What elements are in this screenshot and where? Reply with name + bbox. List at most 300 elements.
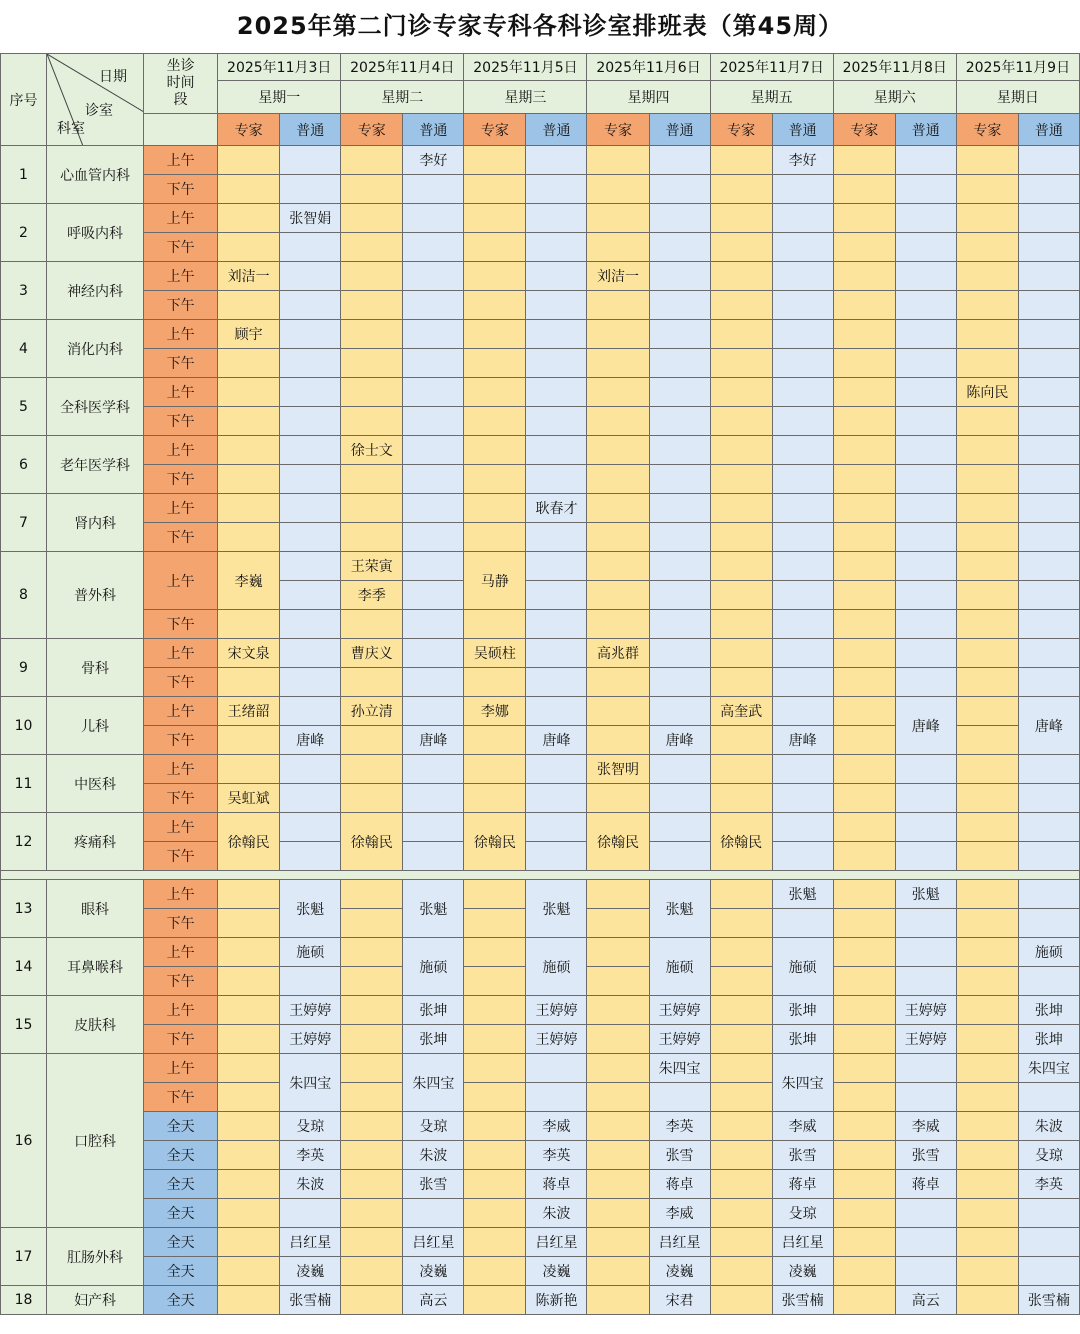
table-row <box>1 938 1080 967</box>
expert-cell <box>956 938 1018 967</box>
expert-cell: 王绪韶 <box>218 697 280 726</box>
normal-cell <box>280 697 341 726</box>
expert-header: 专家 <box>218 114 280 146</box>
weekday-header: 星期三 <box>464 81 587 114</box>
expert-cell: 高兆群 <box>587 639 649 668</box>
normal-header: 普通 <box>895 114 956 146</box>
normal-cell <box>772 349 833 378</box>
expert-cell <box>587 1054 649 1083</box>
normal-cell <box>1018 465 1079 494</box>
normal-cell <box>526 842 587 871</box>
normal-cell: 唐峰 <box>649 726 710 755</box>
row-index: 2 <box>1 204 47 262</box>
expert-cell <box>341 1054 403 1083</box>
time-slot: 下午 <box>144 726 218 755</box>
normal-cell <box>280 639 341 668</box>
normal-cell <box>649 668 710 697</box>
normal-cell <box>280 407 341 436</box>
expert-cell: 李季 <box>341 581 403 610</box>
normal-cell <box>649 581 710 610</box>
expert-cell <box>710 880 772 909</box>
expert-cell <box>587 1199 649 1228</box>
normal-cell <box>1018 436 1079 465</box>
normal-cell <box>895 262 956 291</box>
expert-cell <box>710 967 772 996</box>
time-slot: 全天 <box>144 1257 218 1286</box>
normal-cell: 殳琼 <box>280 1112 341 1141</box>
expert-cell <box>464 523 526 552</box>
expert-cell: 孙立清 <box>341 697 403 726</box>
normal-cell: 王婷婷 <box>895 1025 956 1054</box>
normal-cell <box>1018 1083 1079 1112</box>
expert-cell <box>587 204 649 233</box>
expert-cell <box>464 436 526 465</box>
table-row <box>1 880 1080 909</box>
normal-cell <box>895 175 956 204</box>
normal-cell: 李好 <box>403 146 464 175</box>
expert-cell <box>464 465 526 494</box>
normal-cell: 施硕 <box>1018 938 1079 967</box>
expert-cell <box>341 610 403 639</box>
table-row <box>1 233 1080 262</box>
expert-cell <box>833 1083 895 1112</box>
expert-cell <box>218 349 280 378</box>
expert-cell <box>218 523 280 552</box>
normal-cell: 张坤 <box>1018 1025 1079 1054</box>
table-row <box>1 1228 1080 1257</box>
expert-cell <box>464 610 526 639</box>
expert-header: 专家 <box>710 114 772 146</box>
normal-header: 普通 <box>772 114 833 146</box>
date-header: 2025年11月5日 <box>464 54 587 81</box>
normal-cell <box>526 755 587 784</box>
normal-cell <box>280 523 341 552</box>
expert-cell <box>833 146 895 175</box>
expert-cell <box>587 697 649 726</box>
expert-cell <box>833 407 895 436</box>
expert-cell: 徐翰民 <box>710 813 772 871</box>
expert-cell <box>956 233 1018 262</box>
normal-cell <box>649 639 710 668</box>
expert-cell <box>833 378 895 407</box>
table-row <box>1 697 1080 726</box>
time-slot: 下午 <box>144 610 218 639</box>
normal-cell <box>526 581 587 610</box>
table-row <box>1 523 1080 552</box>
time-slot: 下午 <box>144 291 218 320</box>
normal-cell <box>1018 1228 1079 1257</box>
expert-cell <box>464 1170 526 1199</box>
normal-cell <box>1018 967 1079 996</box>
normal-cell <box>649 697 710 726</box>
normal-cell <box>772 581 833 610</box>
expert-cell <box>218 938 280 967</box>
expert-cell <box>341 1112 403 1141</box>
expert-cell <box>710 1228 772 1257</box>
normal-cell <box>772 407 833 436</box>
table-row <box>1 552 1080 581</box>
expert-cell <box>956 1054 1018 1083</box>
time-slot: 上午 <box>144 262 218 291</box>
normal-cell <box>280 842 341 871</box>
normal-cell: 陈新艳 <box>526 1286 587 1315</box>
table-row <box>1 1199 1080 1228</box>
normal-cell: 张雪楠 <box>280 1286 341 1315</box>
normal-cell <box>1018 175 1079 204</box>
normal-cell: 李威 <box>895 1112 956 1141</box>
normal-cell: 唐峰 <box>280 726 341 755</box>
corner-dept-label: 科室 <box>57 121 86 137</box>
time-slot: 下午 <box>144 1083 218 1112</box>
time-slot: 上午 <box>144 552 218 610</box>
dept-name: 神经内科 <box>47 262 144 320</box>
normal-cell <box>1018 349 1079 378</box>
normal-cell: 吕红星 <box>772 1228 833 1257</box>
table-row <box>1 813 1080 842</box>
normal-cell <box>280 349 341 378</box>
normal-cell <box>895 639 956 668</box>
normal-cell <box>895 813 956 842</box>
expert-cell <box>587 1141 649 1170</box>
expert-cell <box>710 552 772 581</box>
normal-cell <box>895 233 956 262</box>
normal-cell: 张魁 <box>895 880 956 909</box>
expert-cell <box>956 1112 1018 1141</box>
row-index: 7 <box>1 494 47 552</box>
expert-cell <box>341 1025 403 1054</box>
expert-cell <box>956 880 1018 909</box>
time-slot: 下午 <box>144 842 218 871</box>
expert-cell <box>587 610 649 639</box>
normal-cell: 张雪楠 <box>1018 1286 1079 1315</box>
corner-date-label: 日期 <box>99 69 128 85</box>
expert-cell <box>218 233 280 262</box>
normal-cell <box>526 784 587 813</box>
expert-cell <box>956 349 1018 378</box>
expert-cell <box>587 523 649 552</box>
expert-cell <box>710 784 772 813</box>
expert-cell <box>218 146 280 175</box>
dept-name: 肾内科 <box>47 494 144 552</box>
normal-cell <box>895 581 956 610</box>
expert-cell <box>956 639 1018 668</box>
normal-cell <box>649 320 710 349</box>
normal-cell <box>280 378 341 407</box>
expert-cell <box>218 1170 280 1199</box>
normal-cell <box>895 1228 956 1257</box>
expert-cell <box>956 1170 1018 1199</box>
table-row <box>1 996 1080 1025</box>
expert-cell <box>341 494 403 523</box>
expert-cell <box>710 996 772 1025</box>
expert-cell <box>956 1083 1018 1112</box>
dept-name: 呼吸内科 <box>47 204 144 262</box>
expert-cell <box>464 378 526 407</box>
normal-cell: 王婷婷 <box>895 996 956 1025</box>
expert-cell <box>218 378 280 407</box>
normal-cell <box>772 436 833 465</box>
normal-cell <box>895 436 956 465</box>
normal-cell: 张坤 <box>1018 996 1079 1025</box>
normal-cell <box>895 1199 956 1228</box>
time-slot: 下午 <box>144 349 218 378</box>
expert-cell <box>833 204 895 233</box>
expert-cell <box>218 465 280 494</box>
normal-cell: 蒋卓 <box>649 1170 710 1199</box>
expert-cell <box>464 1286 526 1315</box>
expert-header: 专家 <box>833 114 895 146</box>
normal-cell: 唐峰 <box>526 726 587 755</box>
expert-cell <box>218 436 280 465</box>
normal-cell: 吕红星 <box>526 1228 587 1257</box>
normal-cell <box>403 204 464 233</box>
normal-cell <box>526 291 587 320</box>
expert-cell <box>587 320 649 349</box>
row-index: 12 <box>1 813 47 871</box>
normal-cell: 凌巍 <box>403 1257 464 1286</box>
expert-header: 专家 <box>956 114 1018 146</box>
expert-cell <box>464 407 526 436</box>
normal-cell: 朱波 <box>526 1199 587 1228</box>
normal-cell: 施硕 <box>280 938 341 967</box>
expert-cell <box>833 523 895 552</box>
expert-cell <box>956 465 1018 494</box>
date-header: 2025年11月4日 <box>341 54 464 81</box>
normal-cell <box>526 610 587 639</box>
normal-cell: 王婷婷 <box>649 1025 710 1054</box>
normal-cell <box>280 465 341 494</box>
expert-cell <box>833 880 895 909</box>
expert-cell <box>833 967 895 996</box>
normal-cell <box>280 233 341 262</box>
expert-cell <box>464 1141 526 1170</box>
expert-cell <box>341 909 403 938</box>
normal-cell <box>526 523 587 552</box>
normal-cell: 朱四宝 <box>280 1054 341 1112</box>
normal-cell <box>403 1199 464 1228</box>
expert-cell <box>218 1083 280 1112</box>
expert-cell <box>710 146 772 175</box>
normal-cell: 李威 <box>649 1199 710 1228</box>
expert-cell <box>464 668 526 697</box>
normal-cell: 朱波 <box>1018 1112 1079 1141</box>
normal-cell <box>895 842 956 871</box>
expert-cell <box>218 175 280 204</box>
expert-cell <box>341 378 403 407</box>
normal-cell: 李威 <box>526 1112 587 1141</box>
expert-cell <box>341 175 403 204</box>
expert-cell <box>710 320 772 349</box>
normal-cell <box>280 668 341 697</box>
normal-cell <box>403 610 464 639</box>
normal-cell <box>1018 909 1079 938</box>
normal-cell <box>1018 755 1079 784</box>
normal-cell <box>1018 813 1079 842</box>
normal-cell <box>280 581 341 610</box>
normal-cell <box>280 494 341 523</box>
normal-cell <box>403 842 464 871</box>
row-index: 17 <box>1 1228 47 1286</box>
normal-cell <box>526 697 587 726</box>
normal-cell: 王婷婷 <box>526 1025 587 1054</box>
expert-cell <box>956 1228 1018 1257</box>
table-row <box>1 291 1080 320</box>
normal-cell <box>1018 668 1079 697</box>
dept-name: 眼科 <box>47 880 144 938</box>
expert-cell <box>341 1199 403 1228</box>
table-row <box>1 146 1080 175</box>
normal-cell <box>526 552 587 581</box>
expert-cell <box>587 494 649 523</box>
normal-cell <box>526 320 587 349</box>
time-slot: 上午 <box>144 697 218 726</box>
normal-cell <box>649 1083 710 1112</box>
time-slot: 上午 <box>144 813 218 842</box>
expert-cell <box>464 784 526 813</box>
expert-cell <box>833 909 895 938</box>
normal-cell: 张雪 <box>895 1141 956 1170</box>
normal-cell: 吕红星 <box>649 1228 710 1257</box>
normal-cell <box>403 233 464 262</box>
normal-cell: 张魁 <box>772 880 833 909</box>
normal-cell <box>526 407 587 436</box>
expert-cell <box>218 1025 280 1054</box>
normal-cell <box>1018 523 1079 552</box>
expert-cell <box>710 755 772 784</box>
expert-cell <box>464 1025 526 1054</box>
expert-cell <box>341 668 403 697</box>
normal-cell <box>526 1083 587 1112</box>
dept-name: 口腔科 <box>47 1054 144 1228</box>
normal-cell <box>1018 1199 1079 1228</box>
expert-cell <box>956 1286 1018 1315</box>
normal-cell: 朱四宝 <box>1018 1054 1079 1083</box>
expert-cell: 徐翰民 <box>341 813 403 871</box>
time-slot: 上午 <box>144 494 218 523</box>
expert-cell <box>956 1141 1018 1170</box>
weekday-header: 星期日 <box>956 81 1079 114</box>
normal-cell <box>526 233 587 262</box>
expert-cell <box>710 233 772 262</box>
expert-cell <box>341 1083 403 1112</box>
time-slot: 下午 <box>144 407 218 436</box>
normal-cell <box>280 813 341 842</box>
expert-cell <box>587 378 649 407</box>
separator-cell <box>1 871 1080 880</box>
expert-cell: 刘洁一 <box>587 262 649 291</box>
expert-cell <box>341 523 403 552</box>
expert-cell <box>218 1286 280 1315</box>
expert-cell <box>833 1141 895 1170</box>
normal-cell <box>526 204 587 233</box>
normal-cell <box>280 320 341 349</box>
expert-cell <box>464 320 526 349</box>
normal-cell: 王婷婷 <box>649 996 710 1025</box>
expert-cell: 李巍 <box>218 552 280 610</box>
normal-cell: 凌巍 <box>526 1257 587 1286</box>
normal-cell <box>403 320 464 349</box>
dept-name: 中医科 <box>47 755 144 813</box>
expert-cell <box>464 755 526 784</box>
normal-cell <box>403 465 464 494</box>
expert-cell <box>218 909 280 938</box>
table-row <box>1 436 1080 465</box>
corner-room-label: 诊室 <box>85 103 114 119</box>
time-slot: 上午 <box>144 320 218 349</box>
time-slot: 下午 <box>144 909 218 938</box>
expert-cell <box>956 784 1018 813</box>
expert-cell <box>833 813 895 842</box>
expert-cell <box>833 494 895 523</box>
time-header-spacer <box>144 114 218 146</box>
expert-cell <box>710 581 772 610</box>
expert-cell: 徐翰民 <box>587 813 649 871</box>
row-index: 15 <box>1 996 47 1054</box>
normal-cell <box>280 610 341 639</box>
expert-cell <box>218 610 280 639</box>
expert-cell <box>587 349 649 378</box>
row-index: 6 <box>1 436 47 494</box>
normal-cell <box>403 291 464 320</box>
expert-cell: 徐士文 <box>341 436 403 465</box>
expert-cell <box>833 1199 895 1228</box>
normal-cell <box>649 842 710 871</box>
expert-cell <box>833 1286 895 1315</box>
time-slot: 全天 <box>144 1141 218 1170</box>
expert-cell <box>956 755 1018 784</box>
normal-cell <box>895 1054 956 1083</box>
expert-cell <box>464 204 526 233</box>
expert-cell <box>587 668 649 697</box>
normal-cell <box>403 523 464 552</box>
date-header: 2025年11月6日 <box>587 54 710 81</box>
expert-cell <box>956 697 1018 726</box>
expert-cell <box>587 1228 649 1257</box>
normal-cell: 凌巍 <box>280 1257 341 1286</box>
expert-header: 专家 <box>587 114 649 146</box>
time-slot: 全天 <box>144 1228 218 1257</box>
normal-cell: 吕红星 <box>403 1228 464 1257</box>
table-row <box>1 1025 1080 1054</box>
schedule-table <box>0 53 1080 1315</box>
expert-cell <box>956 1257 1018 1286</box>
time-slot: 上午 <box>144 996 218 1025</box>
date-header: 2025年11月9日 <box>956 54 1079 81</box>
normal-header: 普通 <box>280 114 341 146</box>
table-row <box>1 668 1080 697</box>
normal-cell: 施硕 <box>772 938 833 996</box>
expert-cell <box>956 494 1018 523</box>
normal-cell: 蒋卓 <box>772 1170 833 1199</box>
table-row <box>1 1170 1080 1199</box>
table-row <box>1 465 1080 494</box>
expert-cell <box>341 1286 403 1315</box>
expert-cell: 马静 <box>464 552 526 610</box>
expert-cell <box>218 407 280 436</box>
expert-cell <box>464 175 526 204</box>
expert-cell <box>587 967 649 996</box>
table-row <box>1 320 1080 349</box>
expert-cell <box>218 880 280 909</box>
time-slot: 上午 <box>144 880 218 909</box>
normal-cell <box>1018 1257 1079 1286</box>
table-row <box>1 1112 1080 1141</box>
expert-cell <box>710 262 772 291</box>
expert-cell <box>710 349 772 378</box>
table-row <box>1 175 1080 204</box>
expert-cell <box>833 842 895 871</box>
expert-cell <box>218 967 280 996</box>
